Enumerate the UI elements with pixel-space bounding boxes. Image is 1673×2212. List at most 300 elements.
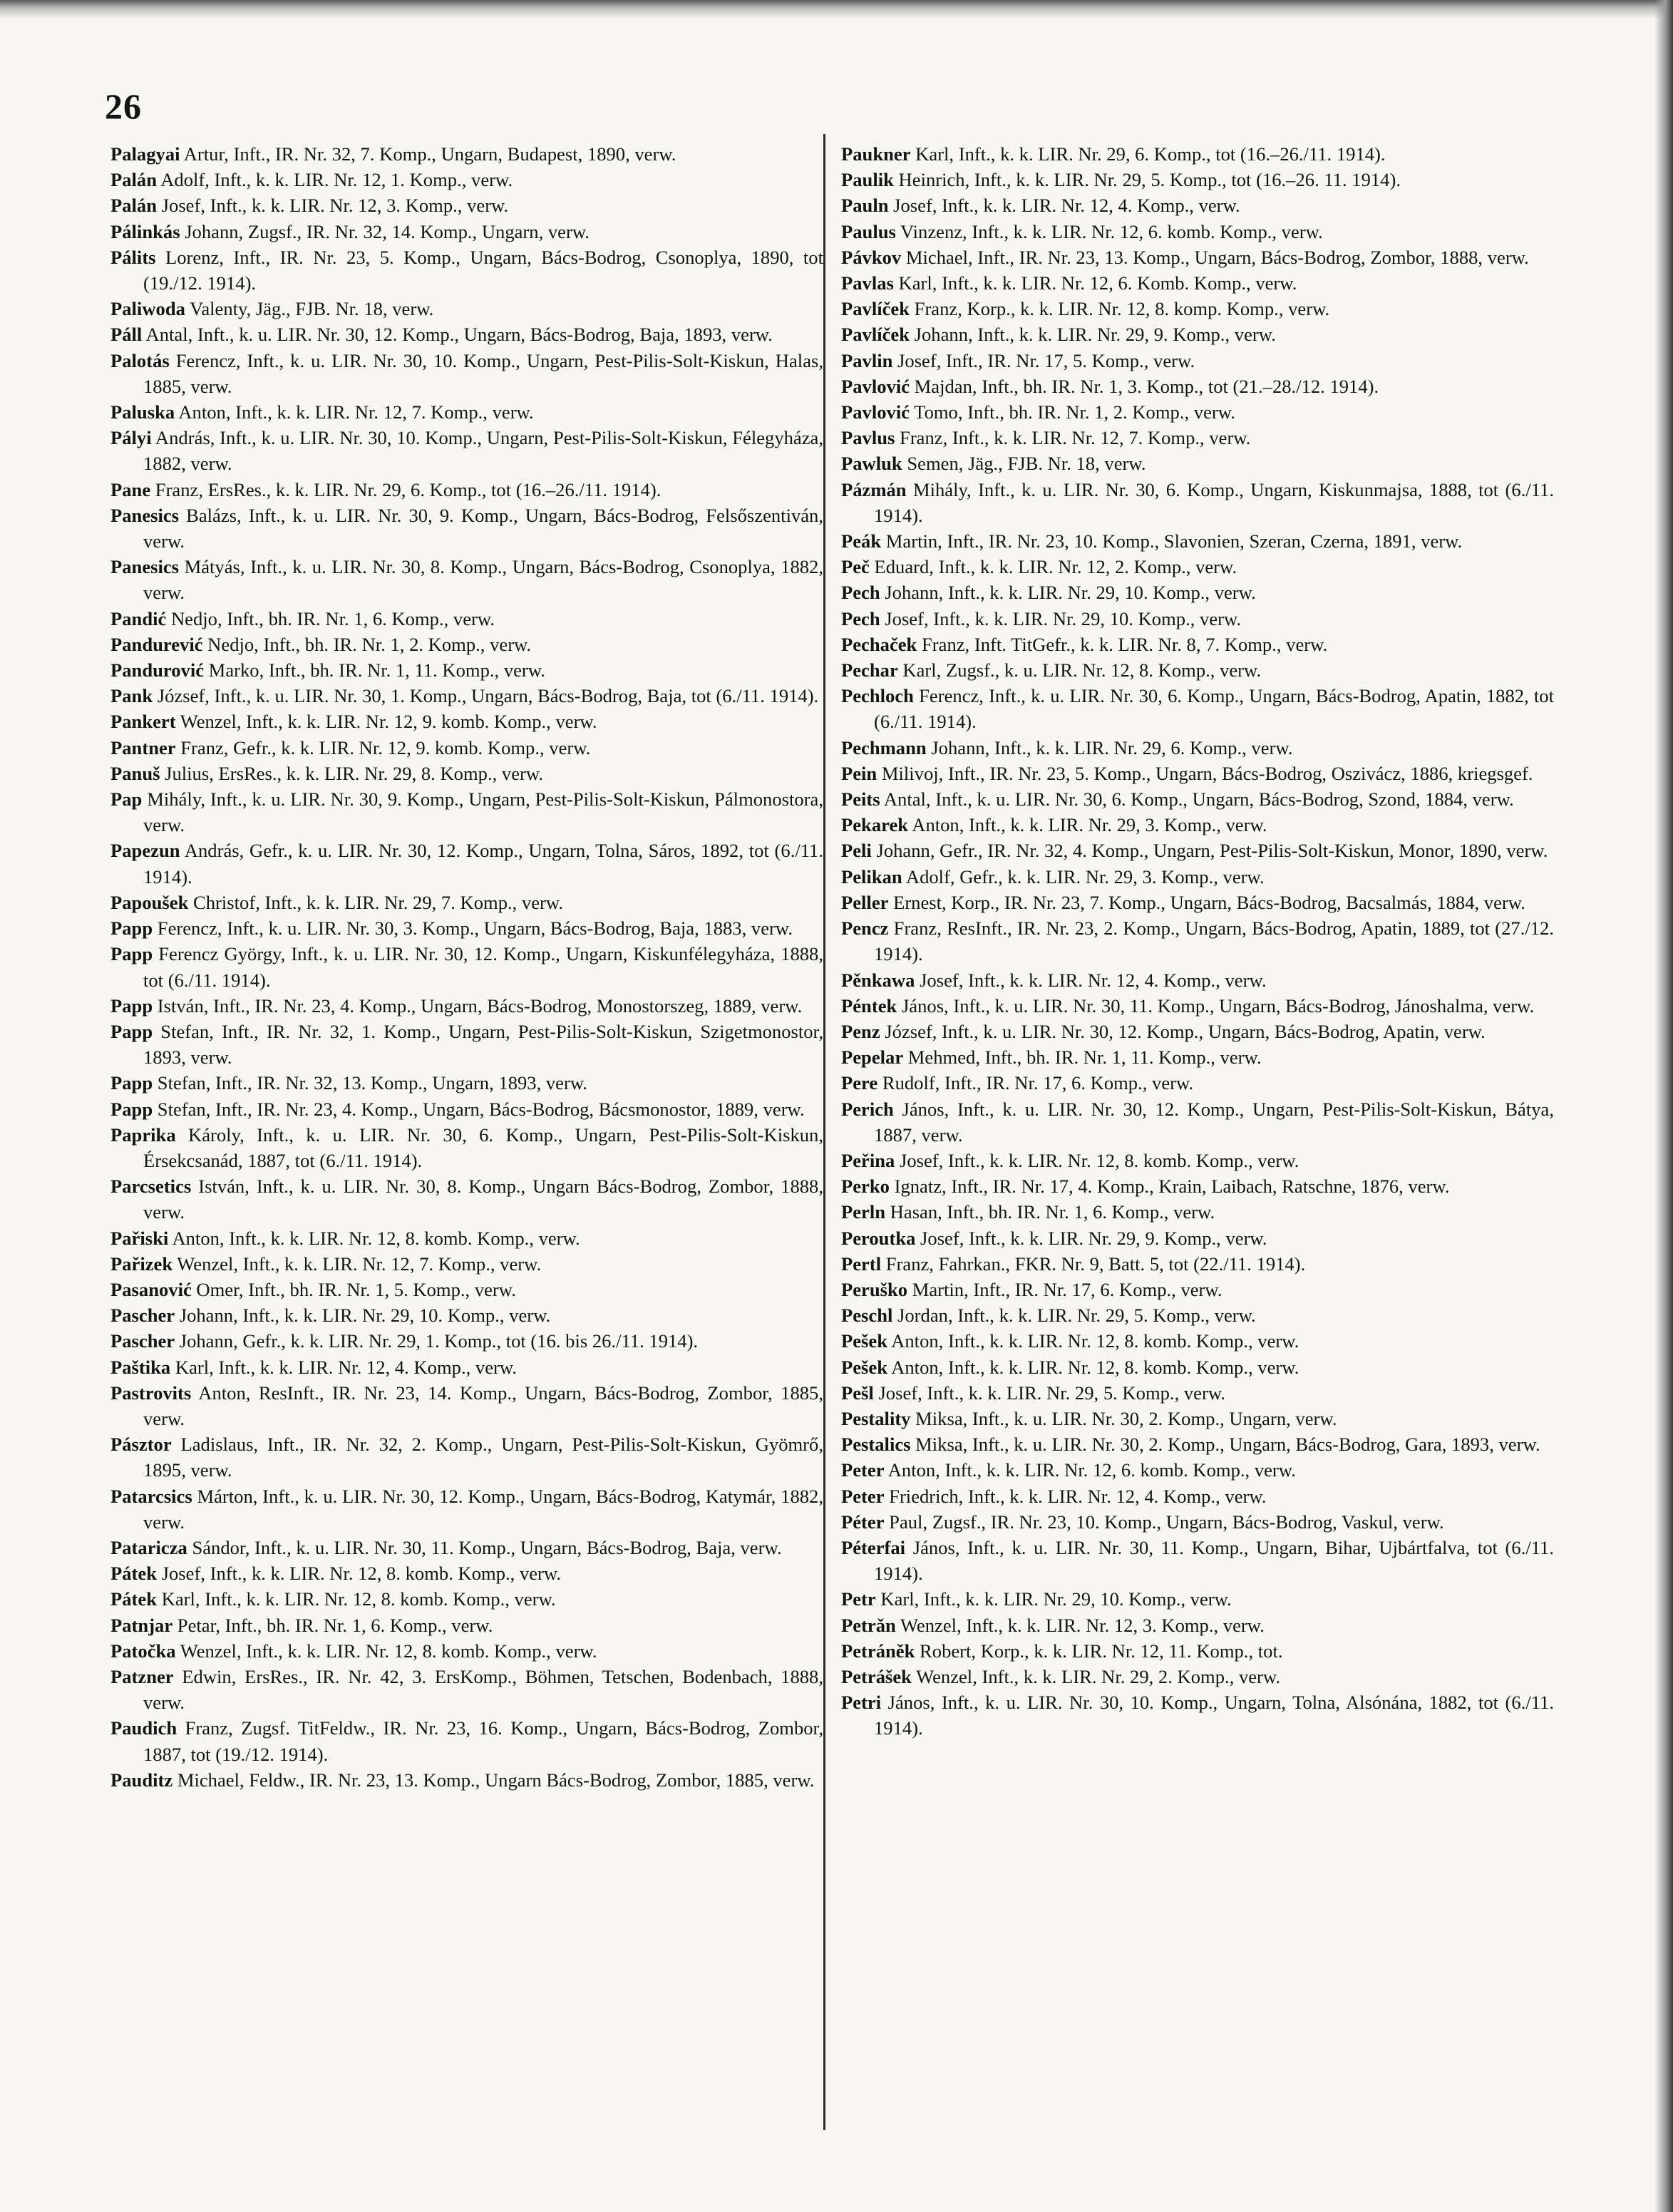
register-entry: [841, 1251, 1554, 1277]
entry-details: Johann, Inft., k. k. LIR. Nr. 29, 6. Komp., verw.: [926, 736, 1293, 758]
register-entry: [841, 735, 1554, 761]
register-entry: [110, 1560, 823, 1586]
register-entry: [841, 1277, 1554, 1302]
entry-details: Omer, Inft., bh. IR. Nr. 1, 5. Komp., verw.: [191, 1278, 516, 1300]
register-entry: [110, 657, 823, 683]
entry-surname: Petrǎn: [841, 1614, 896, 1636]
entry-details: Josef, Inft., k. k. LIR. Nr. 29, 5. Komp., verw.: [873, 1382, 1225, 1404]
entry-surname: Pawluk: [841, 453, 902, 475]
entry-details: Adolf, Inft., k. k. LIR. Nr. 12, 1. Komp., verw.: [157, 169, 513, 191]
register-entry: [841, 761, 1554, 786]
entry-details: Artur, Inft., IR. Nr. 32, 7. Komp., Ungarn, Budapest, 1890, verw.: [180, 143, 676, 165]
entry-surname: Papezun: [110, 840, 180, 862]
register-entry: [841, 1431, 1554, 1457]
register-entry: [110, 1612, 823, 1638]
entry-details: Karl, Inft., k. k. LIR. Nr. 29, 10. Komp., verw.: [875, 1588, 1232, 1610]
register-entry: [110, 1431, 823, 1483]
entry-surname: Petrášek: [841, 1665, 912, 1687]
entry-details: Jordan, Inft., k. k. LIR. Nr. 29, 5. Komp., verw.: [892, 1305, 1256, 1327]
entry-surname: Palotás: [110, 349, 170, 371]
entry-details: Ferencz, Inft., k. u. LIR. Nr. 30, 10. Komp., Ungarn, Pest-Pilis-Solt-Kiskun, Halas, 1885, verw.: [143, 349, 823, 397]
register-entry: [841, 786, 1554, 812]
entry-surname: Pane: [110, 478, 151, 500]
entry-details: Nedjo, Inft., bh. IR. Nr. 1, 6. Komp., verw.: [166, 607, 495, 629]
entry-surname: Pandurević: [110, 633, 203, 655]
entry-surname: Paluska: [110, 401, 175, 423]
register-entry: [841, 321, 1554, 347]
register-entry: [841, 1302, 1554, 1328]
entry-details: Ferencz, Inft., k. u. LIR. Nr. 30, 3. Komp., Ungarn, Bács-Bodrog, Baja, 1883, verw.: [153, 917, 793, 940]
entry-details: Heinrich, Inft., k. k. LIR. Nr. 29, 5. Komp., tot (16.–26. 11. 1914).: [893, 169, 1401, 191]
register-entry: [110, 1225, 823, 1251]
entry-details: Anton, Inft., k. k. LIR. Nr. 12, 8. komb. Komp., verw.: [887, 1330, 1299, 1352]
register-entry: [110, 1483, 823, 1535]
entry-surname: Petr: [841, 1588, 876, 1610]
register-entry: [841, 167, 1554, 192]
register-entry: [841, 1535, 1554, 1586]
entry-surname: Pankert: [110, 711, 176, 733]
register-entry: [841, 192, 1554, 218]
entry-details: Mehmed, Inft., bh. IR. Nr. 1, 11. Komp., verw.: [903, 1046, 1262, 1069]
entry-details: András, Inft., k. u. LIR. Nr. 30, 10. Komp., Ungarn, Pest-Pilis-Solt-Kiskun, Félegyháza, 1882, verw.: [143, 427, 823, 475]
entry-surname: Parcsetics: [110, 1176, 192, 1198]
entry-details: Semen, Jäg., FJB. Nr. 18, verw.: [902, 453, 1146, 475]
entry-details: Johann, Zugsf., IR. Nr. 32, 14. Komp., Ungarn, verw.: [180, 220, 590, 242]
entry-surname: Pařizek: [110, 1252, 173, 1275]
entry-details: Miksa, Inft., k. u. LIR. Nr. 30, 2. Komp., Ungarn, Bács-Bodrog, Gara, 1893, verw.: [910, 1434, 1540, 1456]
entry-surname: Paukner: [841, 143, 911, 165]
entry-surname: Pascher: [110, 1330, 175, 1352]
entry-surname: Pekarek: [841, 814, 909, 836]
entry-details: Michael, Inft., IR. Nr. 23, 13. Komp., Ungarn, Bács-Bodrog, Zombor, 1888, verw.: [901, 246, 1529, 268]
register-entry: [841, 1638, 1554, 1664]
register-entry: [110, 141, 823, 167]
entry-surname: Pavlin: [841, 349, 893, 371]
entry-surname: Paulik: [841, 169, 894, 191]
entry-surname: Perich: [841, 1098, 894, 1120]
register-entry: [110, 1328, 823, 1354]
entry-surname: Patariczа: [110, 1536, 187, 1558]
entry-surname: Pechaček: [841, 633, 917, 655]
entry-surname: Peč: [841, 556, 870, 578]
entry-surname: Perko: [841, 1176, 890, 1198]
entry-details: Wenzel, Inft., k. k. LIR. Nr. 12, 7. Komp., verw.: [173, 1252, 542, 1275]
entry-surname: Papp: [110, 917, 153, 940]
entry-details: Valenty, Jäg., FJB. Nr. 18, verw.: [185, 298, 434, 320]
entry-details: Vinzenz, Inft., k. k. LIR. Nr. 12, 6. komb. Komp., verw.: [895, 220, 1323, 242]
register-entry: [110, 219, 823, 245]
register-entry: [110, 1173, 823, 1225]
entry-surname: Panesics: [110, 504, 180, 526]
register-entry: [841, 374, 1554, 399]
register-entry: [110, 245, 823, 296]
register-entry: [110, 296, 823, 321]
register-entry: [841, 632, 1554, 657]
entry-details: Ladislaus, Inft., IR. Nr. 32, 2. Komp., Ungarn, Pest-Pilis-Solt-Kiskun, Gyömrő, 1895, verw.: [143, 1434, 823, 1481]
entry-details: József, Inft., k. u. LIR. Nr. 30, 1. Komp., Ungarn, Bács-Bodrog, Baja, tot (6./11. 1914).: [153, 685, 819, 707]
entry-surname: Pátek: [110, 1588, 157, 1610]
entry-details: Martin, Inft., IR. Nr. 17, 6. Komp., verw.: [907, 1278, 1222, 1300]
register-entry: [110, 786, 823, 838]
entry-details: Mátyás, Inft., k. u. LIR. Nr. 30, 8. Komp., Ungarn, Bács-Bodrog, Csonoplya, 1882, verw.: [143, 556, 823, 604]
entry-details: János, Inft., k. u. LIR. Nr. 30, 11. Komp., Ungarn, Bács-Bodrog, Jánoshalma, verw.: [897, 994, 1535, 1017]
entry-surname: Papp: [110, 1072, 153, 1094]
register-entry: [841, 1019, 1554, 1044]
entry-details: Anton, Inft., k. k. LIR. Nr. 29, 3. Komp., verw.: [908, 814, 1267, 836]
entry-details: Ignatz, Inft., IR. Nr. 17, 4. Komp., Krain, Laibach, Ratschne, 1876, verw.: [889, 1176, 1450, 1198]
entry-details: Franz, Fahrkan., FKR. Nr. 9, Batt. 5, tot (22./11. 1914).: [881, 1252, 1306, 1275]
entry-surname: Paprika: [110, 1123, 176, 1146]
entry-surname: Palán: [110, 169, 158, 191]
entry-surname: Pechar: [841, 659, 898, 681]
entry-surname: Pavlíček: [841, 298, 910, 320]
entry-details: Josef, Inft., k. k. LIR. Nr. 12, 8. komb. Komp., verw.: [157, 1563, 562, 1585]
register-entry: [841, 348, 1554, 374]
register-entry: [841, 864, 1554, 890]
entry-details: Franz, Gefr., k. k. LIR. Nr. 12, 9. komb. Komp., verw.: [175, 736, 591, 758]
register-entry: [110, 1070, 823, 1096]
register-entry: [841, 890, 1554, 915]
entry-details: Tomo, Inft., bh. IR. Nr. 1, 2. Komp., verw.: [910, 401, 1235, 423]
entry-details: Wenzel, Inft., k. k. LIR. Nr. 29, 2. Komp., verw.: [911, 1665, 1281, 1687]
register-entry: [110, 941, 823, 992]
entry-surname: Pauln: [841, 195, 889, 217]
register-entry: [841, 580, 1554, 605]
right-column: [841, 141, 1554, 1742]
entry-surname: Pandurović: [110, 659, 205, 681]
register-entry: [841, 451, 1554, 476]
entry-details: József, Inft., k. u. LIR. Nr. 30, 12. Komp., Ungarn, Bács-Bodrog, Apatin, verw.: [880, 1020, 1486, 1042]
register-entry: [841, 1173, 1554, 1199]
entry-details: Stefan, Inft., IR. Nr. 32, 13. Komp., Ungarn, 1893, verw.: [153, 1072, 587, 1094]
entry-surname: Pank: [110, 685, 153, 707]
entry-details: Josef, Inft., k. k. LIR. Nr. 12, 3. Komp., verw.: [157, 195, 509, 217]
entry-surname: Pátek: [110, 1563, 157, 1585]
register-entry: [841, 915, 1554, 967]
entry-details: Lorenz, Inft., IR. Nr. 23, 5. Komp., Ungarn, Bács-Bodrog, Csonoplya, 1890, tot (19./12. 1914).: [143, 246, 823, 294]
entry-surname: Paudich: [110, 1717, 177, 1739]
entry-surname: Patočka: [110, 1640, 176, 1662]
entry-surname: Peits: [841, 788, 880, 811]
register-entry: [110, 1251, 823, 1277]
entry-surname: Pálinkás: [110, 220, 180, 242]
entry-surname: Peroutka: [841, 1227, 916, 1249]
register-entry: [841, 477, 1554, 528]
entry-details: Ferencz György, Inft., k. u. LIR. Nr. 30, 12. Komp., Ungarn, Kiskunfélegyháza, 1888, tot (6./11. 1914).: [143, 943, 823, 991]
register-entry: [110, 1380, 823, 1431]
entry-details: Antal, Inft., k. u. LIR. Nr. 30, 12. Komp., Ungarn, Bács-Bodrog, Baja, 1893, verw.: [142, 324, 773, 346]
entry-details: Franz, ResInft., IR. Nr. 23, 2. Komp., Ungarn, Bács-Bodrog, Apatin, 1889, tot (27./12. 1914).: [874, 917, 1554, 965]
entry-details: András, Gefr., k. u. LIR. Nr. 30, 12. Komp., Ungarn, Tolna, Sáros, 1892, tot (6./11. 1914).: [143, 840, 823, 888]
entry-details: Franz, Zugsf. TitFeldw., IR. Nr. 23, 16. Komp., Ungarn, Bács-Bodrog, Zombor, 1887, tot (19./12. 1914).: [143, 1717, 823, 1765]
entry-details: János, Inft., k. u. LIR. Nr. 30, 12. Komp., Ungarn, Pest-Pilis-Solt-Kiskun, Bátya, 1887, verw.: [874, 1098, 1554, 1146]
register-entry: [841, 1225, 1554, 1251]
entry-surname: Pavlović: [841, 375, 910, 397]
entry-surname: Perln: [841, 1201, 886, 1223]
entry-surname: Peller: [841, 891, 889, 913]
scan-top-edge: [0, 0, 1673, 19]
entry-surname: Pertl: [841, 1252, 882, 1275]
entry-surname: Papp: [110, 1020, 153, 1042]
entry-details: Josef, Inft., k. k. LIR. Nr. 29, 10. Komp., verw.: [880, 607, 1242, 629]
entry-surname: Patnjar: [110, 1614, 173, 1636]
entry-surname: Petráněk: [841, 1640, 915, 1662]
entry-surname: Peřina: [841, 1149, 895, 1171]
entry-details: Christof, Inft., k. k. LIR. Nr. 29, 7. Komp., verw.: [188, 891, 564, 913]
entry-details: Karl, Inft., k. k. LIR. Nr. 12, 6. Komb. Komp., verw.: [893, 272, 1297, 294]
register-entry: [841, 1096, 1554, 1148]
left-column: [110, 141, 823, 1793]
entry-surname: Peruško: [841, 1278, 908, 1300]
entry-details: Josef, Inft., k. k. LIR. Nr. 12, 4. Komp., verw.: [888, 195, 1240, 217]
entry-details: Josef, Inft., IR. Nr. 17, 5. Komp., verw.: [892, 349, 1195, 371]
entry-surname: Paulus: [841, 220, 896, 242]
register-entry: [841, 1612, 1554, 1638]
entry-surname: Pech: [841, 582, 880, 604]
entry-details: Hasan, Inft., bh. IR. Nr. 1, 6. Komp., verw.: [885, 1201, 1215, 1223]
register-entry: [110, 399, 823, 425]
register-entry: [841, 245, 1554, 270]
entry-surname: Pech: [841, 607, 880, 629]
entry-details: Majdan, Inft., bh. IR. Nr. 1, 3. Komp., tot (21.–28./12. 1914).: [910, 375, 1379, 397]
entry-surname: Paliwoda: [110, 298, 185, 320]
entry-surname: Pandić: [110, 607, 167, 629]
register-entry: [110, 503, 823, 554]
entry-details: Karl, Zugsf., k. u. LIR. Nr. 12, 8. Komp., verw.: [897, 659, 1262, 681]
register-entry: [110, 761, 823, 786]
entry-details: Johann, Gefr., k. k. LIR. Nr. 29, 1. Komp., tot (16. bis 26./11. 1914).: [175, 1330, 699, 1352]
entry-details: Antal, Inft., k. u. LIR. Nr. 30, 6. Komp., Ungarn, Bács-Bodrog, Szond, 1884, verw.: [880, 788, 1514, 811]
entry-surname: Péter: [841, 1511, 885, 1533]
register-entry: [841, 1586, 1554, 1612]
register-entry: [110, 1638, 823, 1664]
entry-details: Marko, Inft., bh. IR. Nr. 1, 11. Komp., verw.: [204, 659, 545, 681]
entry-surname: Pálits: [110, 246, 156, 268]
register-entry: [841, 812, 1554, 838]
register-entry: [841, 528, 1554, 554]
entry-surname: Pechmann: [841, 736, 927, 758]
register-entry: [110, 554, 823, 605]
entry-details: Márton, Inft., k. u. LIR. Nr. 30, 12. Komp., Ungarn, Bács-Bodrog, Katymár, 1882, verw.: [143, 1485, 823, 1533]
register-entry: [110, 1302, 823, 1328]
entry-surname: Paštika: [110, 1356, 171, 1378]
register-entry: [841, 270, 1554, 296]
entry-details: Karl, Inft., k. k. LIR. Nr. 12, 8. komb. Komp., verw.: [157, 1588, 556, 1610]
entry-surname: Palagyai: [110, 143, 180, 165]
entry-details: Miksa, Inft., k. u. LIR. Nr. 30, 2. Komp., Ungarn, verw.: [910, 1407, 1337, 1429]
entry-surname: Papoušek: [110, 891, 189, 913]
register-entry: [110, 1096, 823, 1122]
entry-surname: Patzner: [110, 1665, 174, 1687]
entry-details: Johann, Inft., k. k. LIR. Nr. 29, 9. Komp., verw.: [910, 324, 1276, 346]
register-entry: [110, 1122, 823, 1173]
entry-details: Friedrich, Inft., k. k. LIR. Nr. 12, 4. Komp., verw.: [884, 1485, 1267, 1507]
register-entry: [841, 967, 1554, 993]
entry-surname: Pályi: [110, 427, 152, 449]
entry-surname: Peschl: [841, 1305, 893, 1327]
entry-surname: Pauditz: [110, 1769, 173, 1791]
register-entry: [841, 683, 1554, 734]
register-entry: [841, 554, 1554, 580]
entry-surname: Pavlas: [841, 272, 894, 294]
entry-surname: Papp: [110, 943, 153, 965]
entry-surname: Pap: [110, 788, 143, 811]
entry-surname: Peák: [841, 530, 882, 552]
entry-details: Milivoj, Inft., IR. Nr. 23, 5. Komp., Ungarn, Bács-Bodrog, Oszivácz, 1886, kriegsgef.: [877, 762, 1533, 784]
register-entry: [110, 348, 823, 399]
entry-details: Mihály, Inft., k. u. LIR. Nr. 30, 9. Komp., Ungarn, Pest-Pilis-Solt-Kiskun, Pálmonostora, verw.: [142, 788, 823, 836]
register-entry: [841, 657, 1554, 683]
register-entry: [110, 192, 823, 218]
register-entry: [841, 399, 1554, 425]
entry-details: Franz, Korp., k. k. LIR. Nr. 12, 8. komp. Komp., verw.: [910, 298, 1330, 320]
entry-surname: Pechloch: [841, 685, 914, 707]
register-entry: [110, 735, 823, 761]
entry-details: Paul, Zugsf., IR. Nr. 23, 10. Komp., Ungarn, Bács-Bodrog, Vaskul, verw.: [884, 1511, 1444, 1533]
entry-surname: Pasanović: [110, 1278, 192, 1300]
entry-surname: Pavlović: [841, 401, 910, 423]
entry-surname: Pásztor: [110, 1434, 172, 1456]
entry-surname: Pere: [841, 1072, 878, 1094]
entry-details: Balázs, Inft., k. u. LIR. Nr. 30, 9. Komp., Ungarn, Bács-Bodrog, Felsőszentiván, verw.: [143, 504, 823, 552]
entry-details: Josef, Inft., k. k. LIR. Nr. 12, 8. komb. Komp., verw.: [895, 1149, 1299, 1171]
register-entry: [110, 1664, 823, 1715]
register-entry: [110, 167, 823, 192]
entry-details: Wenzel, Inft., k. k. LIR. Nr. 12, 9. komb. Komp., verw.: [175, 711, 597, 733]
register-entry: [110, 321, 823, 347]
register-entry: [841, 1509, 1554, 1535]
entry-details: Stefan, Inft., IR. Nr. 32, 1. Komp., Ungarn, Pest-Pilis-Solt-Kiskun, Szigetmonostor, 1893, verw.: [143, 1020, 823, 1069]
register-entry: [110, 838, 823, 889]
entry-surname: Palán: [110, 195, 158, 217]
register-entry: [841, 1689, 1554, 1741]
entry-details: Martin, Inft., IR. Nr. 23, 10. Komp., Slavonien, Szeran, Czerna, 1891, verw.: [881, 530, 1463, 552]
register-entry: [841, 1199, 1554, 1225]
register-entry: [110, 1019, 823, 1070]
column-divider: [823, 134, 825, 2130]
entry-details: János, Inft., k. u. LIR. Nr. 30, 11. Komp., Ungarn, Bihar, Ujbártfalva, tot (6./11. 1914).: [874, 1536, 1554, 1585]
entry-surname: Pestalics: [841, 1434, 911, 1456]
entry-surname: Peter: [841, 1459, 885, 1481]
entry-surname: Péntek: [841, 994, 897, 1017]
entry-details: Ernest, Korp., IR. Nr. 23, 7. Komp., Ungarn, Bács-Bodrog, Bacsalmás, 1884, verw.: [888, 891, 1525, 913]
register-entry: [110, 632, 823, 657]
entry-details: Rudolf, Inft., IR. Nr. 17, 6. Komp., verw.: [877, 1072, 1194, 1094]
register-entry: [841, 1483, 1554, 1509]
scan-right-edge: [1654, 0, 1673, 2212]
entry-surname: Pascher: [110, 1305, 175, 1327]
entry-surname: Pencz: [841, 917, 889, 940]
entry-details: Eduard, Inft., k. k. LIR. Nr. 12, 2. Komp., verw.: [869, 556, 1237, 578]
register-entry: [110, 709, 823, 734]
register-entry: [110, 890, 823, 915]
register-entry: [841, 219, 1554, 245]
register-entry: [110, 1535, 823, 1560]
entry-surname: Panuš: [110, 762, 160, 784]
entry-details: Karl, Inft., k. k. LIR. Nr. 12, 4. Komp., verw.: [170, 1356, 517, 1378]
entry-surname: Pestality: [841, 1407, 911, 1429]
register-entry: [841, 1328, 1554, 1354]
entry-details: Stefan, Inft., IR. Nr. 23, 4. Komp., Ungarn, Bács-Bodrog, Bácsmonostor, 1889, verw.: [153, 1098, 805, 1120]
entry-surname: Pein: [841, 762, 877, 784]
entry-details: Nedjo, Inft., bh. IR. Nr. 1, 2. Komp., verw.: [202, 633, 532, 655]
register-entry: [110, 1767, 823, 1793]
entry-details: Karl, Inft., k. k. LIR. Nr. 29, 6. Komp., tot (16.–26./11. 1914).: [910, 143, 1386, 165]
entry-details: Sándor, Inft., k. u. LIR. Nr. 30, 11. Komp., Ungarn, Bács-Bodrog, Baja, verw.: [187, 1536, 782, 1558]
entry-surname: Petri: [841, 1692, 882, 1714]
entry-details: Anton, Inft., k. k. LIR. Nr. 12, 8. komb. Komp., verw.: [168, 1227, 580, 1249]
entry-surname: Pařiski: [110, 1227, 169, 1249]
entry-surname: Panesics: [110, 556, 180, 578]
entry-surname: Pavlus: [841, 427, 895, 449]
entry-details: Franz, Inft. TitGefr., k. k. LIR. Nr. 8, 7. Komp., verw.: [917, 633, 1328, 655]
entry-surname: Pelikan: [841, 865, 902, 888]
entry-surname: Pavlíček: [841, 324, 910, 346]
entry-details: Anton, Inft., k. k. LIR. Nr. 12, 8. komb. Komp., verw.: [887, 1356, 1299, 1378]
entry-details: Franz, Inft., k. k. LIR. Nr. 12, 7. Komp., verw.: [895, 427, 1251, 449]
entry-surname: Pantner: [110, 736, 176, 758]
entry-surname: Pepelar: [841, 1046, 904, 1069]
entry-surname: Pázmán: [841, 478, 907, 500]
register-entry: [841, 425, 1554, 451]
entry-details: Ferencz, Inft., k. u. LIR. Nr. 30, 6. Komp., Ungarn, Bács-Bodrog, Apatin, 1882, tot (6./11. 1914).: [874, 685, 1554, 733]
register-entry: [841, 1070, 1554, 1096]
register-entry: [110, 993, 823, 1019]
entry-surname: Peli: [841, 840, 872, 862]
entry-details: Michael, Feldw., IR. Nr. 23, 13. Komp., Ungarn Bács-Bodrog, Zombor, 1885, verw.: [173, 1769, 815, 1791]
entry-surname: Pešek: [841, 1356, 887, 1378]
entry-surname: Papp: [110, 1098, 153, 1120]
register-entry: [110, 1715, 823, 1766]
entry-details: Adolf, Gefr., k. k. LIR. Nr. 29, 3. Komp., verw.: [902, 865, 1265, 888]
register-entry: [841, 1664, 1554, 1689]
register-entry: [841, 606, 1554, 632]
register-entry: [841, 296, 1554, 321]
entry-surname: Penz: [841, 1020, 880, 1042]
register-entry: [110, 683, 823, 709]
entry-details: Robert, Korp., k. k. LIR. Nr. 12, 11. Komp., tot.: [915, 1640, 1283, 1662]
entry-details: Anton, Inft., k. k. LIR. Nr. 12, 6. komb. Komp., verw.: [884, 1459, 1296, 1481]
register-entry: [841, 993, 1554, 1019]
entry-surname: Pastrovits: [110, 1382, 192, 1404]
register-entry: [841, 1148, 1554, 1173]
entry-surname: Pěnkawa: [841, 969, 915, 991]
entry-details: Anton, ResInft., IR. Nr. 23, 14. Komp., Ungarn, Bács-Bodrog, Zombor, 1885, verw.: [143, 1382, 823, 1429]
register-entry: [841, 141, 1554, 167]
entry-details: Johann, Gefr., IR. Nr. 32, 4. Komp., Ungarn, Pest-Pilis-Solt-Kiskun, Monor, 1890, verw.: [871, 840, 1548, 862]
register-entry: [110, 1277, 823, 1302]
entry-surname: Pešek: [841, 1330, 887, 1352]
entry-details: István, Inft., k. u. LIR. Nr. 30, 8. Komp., Ungarn Bács-Bodrog, Zombor, 1888, verw.: [143, 1176, 823, 1223]
entry-details: Josef, Inft., k. k. LIR. Nr. 29, 9. Komp., verw.: [915, 1227, 1267, 1249]
register-entry: [841, 1457, 1554, 1483]
register-entry: [841, 1380, 1554, 1406]
register-entry: [841, 1044, 1554, 1070]
entry-surname: Patarcsics: [110, 1485, 192, 1507]
entry-surname: Papp: [110, 994, 153, 1017]
entry-details: Anton, Inft., k. k. LIR. Nr. 12, 7. Komp., verw.: [175, 401, 534, 423]
register-entry: [110, 1354, 823, 1380]
register-entry: [110, 606, 823, 632]
register-entry: [110, 1586, 823, 1612]
entry-surname: Pávkov: [841, 246, 902, 268]
entry-surname: Páll: [110, 324, 143, 346]
entry-details: Edwin, ErsRes., IR. Nr. 42, 3. ErsKomp., Böhmen, Tetschen, Bodenbach, 1888, verw.: [143, 1665, 823, 1714]
entry-details: Julius, ErsRes., k. k. LIR. Nr. 29, 8. Komp., verw.: [160, 762, 543, 784]
entry-details: Mihály, Inft., k. u. LIR. Nr. 30, 6. Komp., Ungarn, Kiskunmajsa, 1888, tot (6./11. 1914).: [874, 478, 1554, 526]
entry-details: István, Inft., IR. Nr. 23, 4. Komp., Ungarn, Bács-Bodrog, Monostorszeg, 1889, verw.: [153, 994, 803, 1017]
entry-details: Josef, Inft., k. k. LIR. Nr. 12, 4. Komp., verw.: [915, 969, 1267, 991]
